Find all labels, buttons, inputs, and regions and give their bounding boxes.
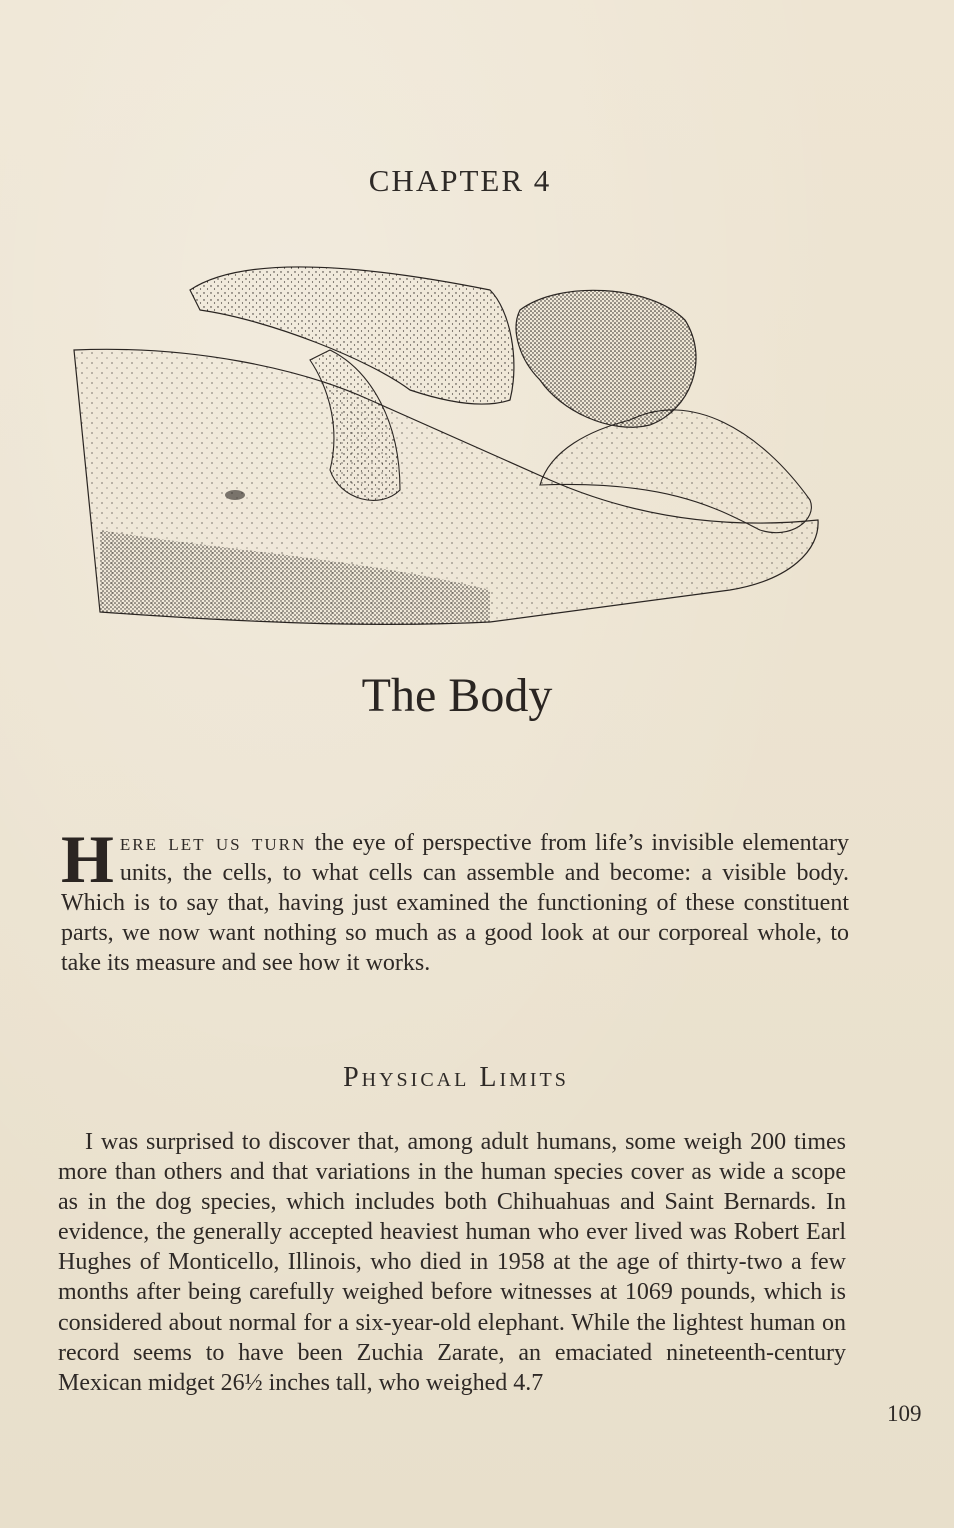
intro-paragraph — [61, 821, 849, 978]
intro-text: the eye of perspective from life’s invisible elementary units, the cells, to what cells can assemble and become: a visible body. Which is to say that, having just examined the functioning of these constituent parts, we now want nothing so much as a good look at our corporeal whole, to take its measure and see how it works. — [61, 830, 849, 976]
reclining-figure-illustration — [70, 250, 830, 635]
drop-cap: H — [61, 821, 114, 897]
lead-in-small-caps: ere let us turn — [119, 830, 307, 856]
page-number: 109 — [887, 1401, 922, 1426]
chapter-title: The Body — [361, 669, 553, 722]
chapter-label: CHAPTER 4 — [368, 163, 552, 198]
section-heading: Physical Limits — [343, 1062, 569, 1093]
body-paragraph: I was surprised to discover that, among adult humans, some weigh 200 times more than others and that variations in the human species cover as wide a scope as in the dog species, which includes both Chihuahuas and Saint Bernards. In evidence, the generally accepted heaviest human who ever lived was Robert Earl Hughes of Monticello, Illinois, who died in 1958 at the age of thirty-two a few months after being carefully weighed before witnesses at 1069 pounds, which is considered about normal for a six-year-old elephant. While the lightest human on record seems to have been Zuchia Zarate, an emaciated nineteenth-century Mexican midget 26½ inches tall, who weighed 4.7 — [58, 1129, 846, 1396]
